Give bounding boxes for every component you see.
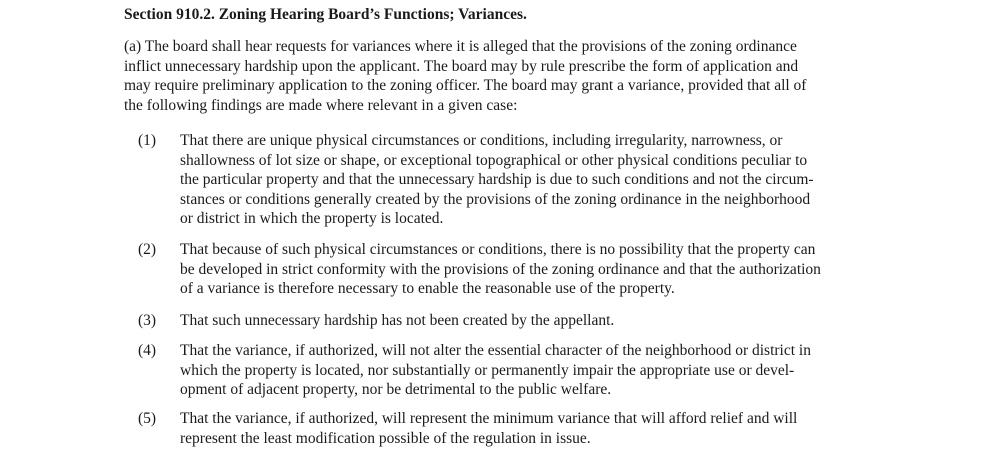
item-line: or district in which the property is located. [180, 210, 444, 227]
item-line: That such unnecessary hardship has not been created by the appellant. [180, 312, 615, 329]
item-number: (5) [138, 410, 157, 427]
section-heading: Section 910.2. Zoning Hearing Board’s Functions; Variances. [124, 6, 527, 23]
item-line: opment of adjacent property, nor be detrimental to the public welfare. [180, 381, 612, 398]
item-number: (2) [138, 241, 157, 258]
intro-line: the following findings are made where relevant in a given case: [124, 96, 518, 114]
item-line: That there are unique physical circumstances or conditions, including irregularity, narrowness, or [180, 132, 783, 149]
item-line: stances or conditions generally created by the provisions of the zoning ordinance in the neighborhood [180, 190, 811, 208]
item-text [180, 240, 890, 299]
item-line: That the variance, if authorized, will not alter the essential character of the neighborhood or district in [180, 342, 811, 359]
item-number: (4) [138, 342, 157, 359]
item-line: of a variance is therefore necessary to enable the reasonable use of the property. [180, 280, 675, 297]
item-text [180, 311, 890, 331]
item-line: shallowness of lot size or shape, or exceptional topographical or other physical conditions peculiar to [180, 151, 808, 169]
intro-line: inflict unnecessary hardship upon the applicant. The board may by rule prescribe the form of application and [124, 57, 799, 75]
item-line: the particular property and that the unnecessary hardship is due to such conditions and not the circum- [180, 171, 814, 188]
item-line: That the variance, if authorized, will represent the minimum variance that will afford relief and will [180, 410, 798, 427]
item-text [180, 409, 890, 448]
item-number: (3) [138, 312, 157, 329]
intro-paragraph [124, 37, 884, 115]
intro-line: (a) The board shall hear requests for variances where it is alleged that the provisions of the zoning ordinance [124, 38, 797, 55]
intro-line: may require preliminary application to the zoning officer. The board may grant a variance, provided that all of [124, 77, 807, 94]
item-number: (1) [138, 132, 157, 149]
item-text [180, 131, 890, 229]
item-line: which the property is located, nor substantially or permanently impair the appropriate use or devel- [180, 361, 795, 379]
item-line: represent the least modification possible of the regulation in issue. [180, 429, 591, 447]
item-line: be developed in strict conformity with the provisions of the zoning ordinance and that the authorization [180, 260, 821, 278]
item-text [180, 341, 890, 400]
item-line: That because of such physical circumstances or conditions, there is no possibility that the property can [180, 241, 816, 258]
